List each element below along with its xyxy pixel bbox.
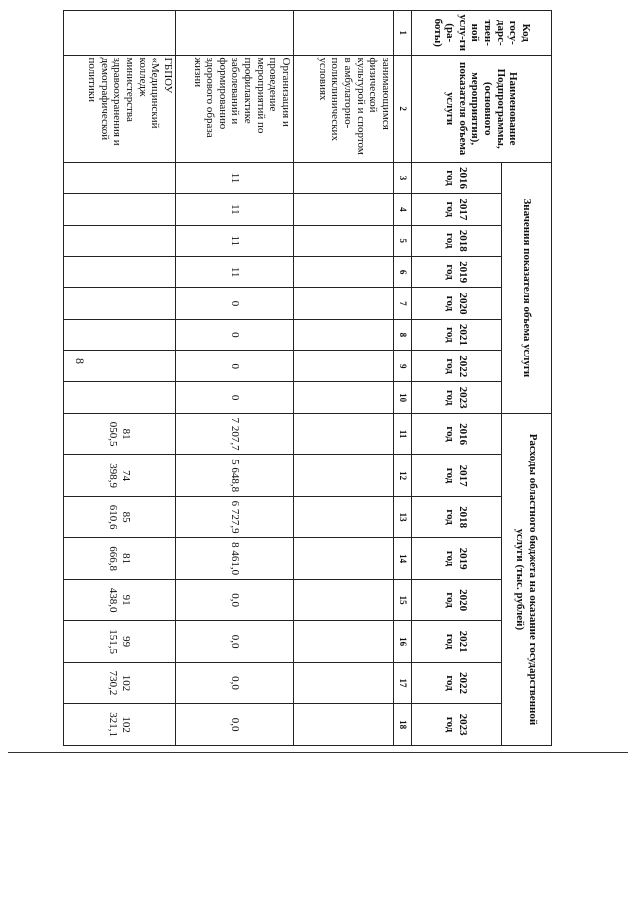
year-header: 2019 год <box>412 538 502 579</box>
column-number: 7 <box>394 288 412 319</box>
year-header: 2022 год <box>412 662 502 703</box>
row-code <box>294 11 394 56</box>
header-name: Наименование Подпрограммы, (основного мероприятия), показателя объема услуги <box>412 55 552 162</box>
spend-cell: 8 461,0 <box>176 538 294 579</box>
header-code: Код госу-дарс-твен-ной услу-ги (ра-боты) <box>412 11 552 56</box>
spend-cell: 0,0 <box>176 579 294 620</box>
spend-cell: 5 648,8 <box>176 455 294 496</box>
year-header: 2023 год <box>412 382 502 413</box>
spend-cell <box>294 538 394 579</box>
column-number: 8 <box>394 319 412 350</box>
header-values-group: Значения показателя объема услуги <box>502 162 552 413</box>
row-code <box>64 11 176 56</box>
spend-cell: 81 050,5 <box>64 413 176 454</box>
column-number: 13 <box>394 496 412 537</box>
value-cell <box>294 351 394 382</box>
table-row <box>64 11 176 746</box>
table-row <box>176 11 294 746</box>
column-number: 3 <box>394 162 412 193</box>
value-cell <box>64 351 176 382</box>
page-divider <box>8 752 628 753</box>
value-cell <box>294 225 394 256</box>
spend-cell <box>294 413 394 454</box>
column-number: 11 <box>394 413 412 454</box>
row-name: занимающимся физической культурой и спортом в амбулаторно-поликлинических условиях <box>294 55 394 162</box>
column-number: 5 <box>394 225 412 256</box>
column-number: 15 <box>394 579 412 620</box>
page-number: 8 <box>73 358 87 364</box>
year-header: 2016 год <box>412 413 502 454</box>
year-header: 2018 год <box>412 496 502 537</box>
header-spend-group: Расходы областного бюджета на оказание государственной услуги (тыс. рублей) <box>502 413 552 745</box>
table-area <box>64 10 552 746</box>
column-number: 14 <box>394 538 412 579</box>
column-number: 10 <box>394 382 412 413</box>
value-cell: 0 <box>176 351 294 382</box>
spend-cell: 85 610,6 <box>64 496 176 537</box>
spend-cell: 102 321,1 <box>64 704 176 746</box>
value-cell <box>64 162 176 193</box>
column-number: 18 <box>394 704 412 746</box>
column-number: 6 <box>394 256 412 287</box>
spend-cell <box>294 455 394 496</box>
column-number: 2 <box>394 55 412 162</box>
year-header: 2019 год <box>412 256 502 287</box>
value-cell <box>64 319 176 350</box>
value-cell: 11 <box>176 162 294 193</box>
rotated-table-wrapper <box>64 10 552 746</box>
value-cell <box>294 256 394 287</box>
spend-cell: 74 398,9 <box>64 455 176 496</box>
column-number: 9 <box>394 351 412 382</box>
spend-cell: 81 666,8 <box>64 538 176 579</box>
value-cell: 0 <box>176 319 294 350</box>
value-cell <box>64 256 176 287</box>
column-number-row <box>394 11 412 746</box>
spend-cell <box>294 662 394 703</box>
spend-cell: 91 438,0 <box>64 579 176 620</box>
spend-cell: 7 207,7 <box>176 413 294 454</box>
year-header: 2020 год <box>412 288 502 319</box>
year-header: 2020 год <box>412 579 502 620</box>
year-header: 2017 год <box>412 194 502 225</box>
value-cell <box>64 225 176 256</box>
year-header: 2017 год <box>412 455 502 496</box>
column-number: 4 <box>394 194 412 225</box>
year-header: 2016 год <box>412 162 502 193</box>
spend-cell: 0,0 <box>176 621 294 662</box>
column-number: 12 <box>394 455 412 496</box>
spend-cell: 99 151,5 <box>64 621 176 662</box>
row-name: Организация и проведение мероприятий по профилактике заболеваний и формированию здорового образа жизни <box>176 55 294 162</box>
value-cell <box>294 288 394 319</box>
column-number: 16 <box>394 621 412 662</box>
value-cell <box>294 162 394 193</box>
value-cell <box>64 194 176 225</box>
value-cell: 0 <box>176 382 294 413</box>
year-header: 2023 год <box>412 704 502 746</box>
column-number: 17 <box>394 662 412 703</box>
spend-cell <box>294 496 394 537</box>
column-number: 1 <box>394 11 412 56</box>
spend-cell: 6 727,9 <box>176 496 294 537</box>
row-code <box>176 11 294 56</box>
year-header: 2022 год <box>412 351 502 382</box>
spend-cell <box>294 579 394 620</box>
value-cell: 11 <box>176 225 294 256</box>
value-cell <box>64 382 176 413</box>
spend-cell: 102 730,2 <box>64 662 176 703</box>
value-cell <box>294 319 394 350</box>
value-cell: 11 <box>176 194 294 225</box>
year-header: 2021 год <box>412 621 502 662</box>
value-cell <box>294 382 394 413</box>
row-name: ГБПОУ «Медицинский колледж министерства здравоохранения и демографической политики <box>64 55 176 162</box>
value-cell <box>64 288 176 319</box>
services-table <box>63 10 552 746</box>
table-row <box>294 11 394 746</box>
year-header: 2021 год <box>412 319 502 350</box>
spend-cell <box>294 704 394 746</box>
value-cell: 11 <box>176 256 294 287</box>
spend-cell <box>294 621 394 662</box>
value-cell: 0 <box>176 288 294 319</box>
spend-cell: 0,0 <box>176 662 294 703</box>
value-cell <box>294 194 394 225</box>
spend-cell: 0,0 <box>176 704 294 746</box>
year-header: 2018 год <box>412 225 502 256</box>
